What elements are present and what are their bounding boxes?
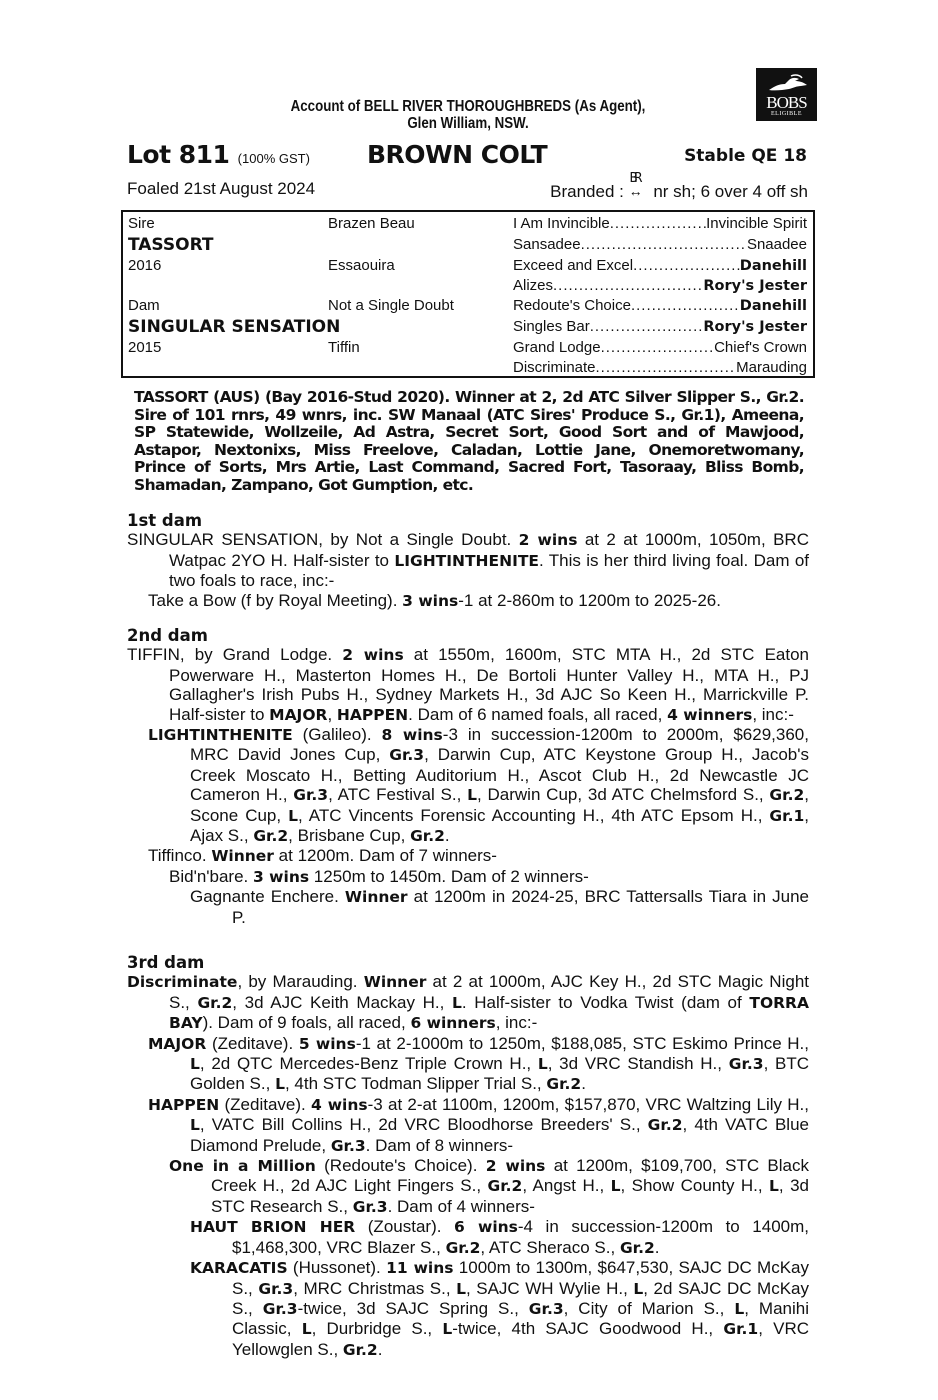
bold-text: L xyxy=(190,1116,200,1135)
pedigree-entry xyxy=(127,645,809,725)
bold-text: 11 wins xyxy=(386,1259,454,1278)
text: , SAJC WH Wylie H., xyxy=(465,1278,634,1298)
bold-text: L xyxy=(288,806,298,825)
sire-name: TASSORT xyxy=(128,235,214,255)
great-grandsire-name: Marauding xyxy=(736,359,807,376)
text: , MRC Christmas S., xyxy=(293,1278,457,1298)
text: (Zoustar). xyxy=(355,1217,454,1237)
leader-dots xyxy=(601,339,715,356)
bold-text: Gr.3 xyxy=(728,1055,764,1074)
bold-text: Gr.1 xyxy=(723,1320,759,1339)
text: , inc:- xyxy=(495,1013,538,1033)
great-grandsire-name: Rory's Jester xyxy=(703,278,807,294)
logo-bobs-text: BOBS xyxy=(766,93,807,112)
pedigree-entry xyxy=(127,1095,809,1156)
text: , Darwin Cup, 3d ATC Chelmsford S., xyxy=(476,785,770,805)
text: Take a Bow (f by Royal Meeting). xyxy=(148,590,403,610)
bold-text: Gr.3 xyxy=(389,746,425,765)
sire-dam: Essaouira xyxy=(328,257,395,274)
dam-name: SINGULAR SENSATION xyxy=(128,317,341,337)
gst-note: (100% GST) xyxy=(237,151,310,166)
bold-text: L xyxy=(537,1055,548,1074)
text: , 4th STC Todman Slipper Trial S., xyxy=(284,1074,547,1094)
bold-text: L xyxy=(734,1299,745,1318)
leader-dots xyxy=(581,236,747,253)
sire-summary: TASSORT (AUS) (Bay 2016-Stud 2020). Winner at 2, 2d ATC Silver Slipper S., Gr.2. Sire of 101 rnrs, 49 wnrs, inc. SW Manaal (ATC Sires' Produce S., Gr.1), Ameena, SP Statewide, Wollzeile, Ad Astra, Secret Sort, Good Sort and of Mawjood, Astapor, Nextonixs, Miss Freelove, Caladan, Lottie Jane, Onemoretwomany, Prince of Sorts, Mrs Artie, Last Command, Sacred Fort, Tasoraay, Bliss Bomb, Shamadan, Zampano, Got Gumption, etc. xyxy=(134,388,804,494)
text: . Dam of 6 named foals, all raced, xyxy=(408,704,668,724)
dam-sire: Not a Single Doubt xyxy=(328,297,454,314)
bold-text: Gr.1 xyxy=(769,806,805,825)
great-grandsire-name: Danehill xyxy=(739,258,807,274)
brand-arrow: ↔ xyxy=(628,183,643,199)
great-grandsire-name: Snaadee xyxy=(746,236,807,253)
text: , 4th VATC Blue Diamond Prelude, xyxy=(190,1115,809,1155)
bold-text: L xyxy=(610,1177,621,1196)
pedigree-entry xyxy=(127,1034,809,1095)
text: , VRC Yellowglen S., xyxy=(232,1319,809,1359)
text: 1250m to 1450m. Dam of 2 winners- xyxy=(309,866,589,886)
text: , ATC Vincents Forensic Accounting H., 4th ATC Epsom H., xyxy=(297,805,770,825)
text: , City of Marion S., xyxy=(563,1298,735,1318)
text: , 3d STC Research S., xyxy=(211,1176,809,1216)
text: , 3d VRC Standish H., xyxy=(547,1054,729,1074)
pedigree-entry xyxy=(127,867,809,887)
text: ). Dam of 9 foals, all raced, xyxy=(202,1013,411,1033)
text: , 3d AJC Keith Mackay H., xyxy=(232,992,452,1012)
pedigree-entry xyxy=(127,887,809,927)
bold-text: Gr.2 xyxy=(410,827,445,846)
text: -1 at 2-860m to 1200m to 2025-26. xyxy=(458,590,721,610)
leader-dots xyxy=(633,257,740,274)
bold-text: 4 wins xyxy=(311,1095,368,1114)
bold-text: Gr.3 xyxy=(352,1197,388,1216)
text: -3 in succession-1200m to 2000m, $629,360, MRC David Jones Cup, xyxy=(190,725,809,765)
bold-text: LIGHTINTHENITE xyxy=(394,551,540,570)
section-heading: 1st dam xyxy=(127,511,203,530)
account-line-1: Account of BELL RIVER THOROUGHBREDS (As Agent), xyxy=(290,98,646,115)
lot-number xyxy=(127,140,310,169)
text: (Redoute's Choice). xyxy=(315,1156,486,1176)
text: . Dam of 4 winners- xyxy=(387,1196,535,1216)
text: , Ajax S., xyxy=(190,805,809,846)
pedigree-entry xyxy=(127,1217,809,1258)
text: , by Marauding. xyxy=(237,972,364,992)
bold-text: 2 wins xyxy=(485,1157,546,1176)
text: (Zeditave). xyxy=(219,1094,312,1114)
bold-text: L xyxy=(442,1320,453,1339)
bold-text: TORRA BAY xyxy=(169,993,809,1033)
bold-text: Gr.2 xyxy=(342,1340,378,1359)
bold-text: 8 wins xyxy=(381,726,443,745)
text: -twice, 3d SAJC Spring S., xyxy=(297,1298,529,1318)
text: . Dam of 8 winners- xyxy=(365,1135,514,1155)
grandparent-row xyxy=(513,277,807,294)
grandparent-name: Sansadee xyxy=(513,236,581,253)
bold-text: L xyxy=(769,1177,779,1196)
great-grandsire-name: Invincible Spirit xyxy=(706,215,807,232)
great-grandsire-name: Danehill xyxy=(739,298,807,314)
bold-text: 3 wins xyxy=(402,591,459,610)
bold-text: Gr.2 xyxy=(487,1177,523,1196)
horse-head-icon xyxy=(765,74,809,94)
text: , ATC Sheraco S., xyxy=(480,1237,620,1257)
bold-text: HAPPEN xyxy=(336,705,409,724)
grandparent-name: Discriminate xyxy=(513,359,596,376)
text: , BTC Golden S., xyxy=(190,1054,809,1094)
text: , inc:- xyxy=(752,704,794,724)
grandparent-row xyxy=(513,339,807,356)
bold-text: One in a Million xyxy=(169,1157,316,1176)
text: , Manihi Classic, xyxy=(232,1298,809,1339)
dam-section xyxy=(127,953,809,1360)
text: . xyxy=(654,1237,660,1257)
bold-text: Winner xyxy=(211,847,274,866)
bold-text: 4 winners xyxy=(667,705,753,724)
grandparent-name: Redoute's Choice xyxy=(513,297,631,314)
foaled-date: Foaled 21st August 2024 xyxy=(127,179,316,198)
brand-mark-icon xyxy=(628,171,649,199)
text: 1000m to 1300m, $647,530, SAJC DC McKay S., xyxy=(232,1258,810,1298)
section-heading: 3rd dam xyxy=(127,953,205,972)
text: SINGULAR SENSATION, by Not a Single Doubt. xyxy=(127,530,519,550)
text: , Durbridge S., xyxy=(311,1319,443,1339)
stable-location: Stable QE 18 xyxy=(684,146,807,166)
bold-text: 5 wins xyxy=(298,1034,356,1053)
leader-dots xyxy=(596,359,737,376)
text: at 1550m, 1600m, STC MTA H., 2d STC Eaton Powerware H., Masterton Homes H., De Bortoli Hunter Valley H., MTA H., PJ Gallagher's Irish Pubs H., Sydney Markets H., 3d AJC So Keen H., Marrickville P. Half-sister to xyxy=(169,645,809,724)
text: , ATC Festival S., xyxy=(328,785,468,805)
pedigree-entry xyxy=(127,1156,809,1217)
text: . xyxy=(377,1339,383,1359)
pedigree-entry xyxy=(127,530,809,590)
sire-year: 2016 xyxy=(128,257,162,274)
text: Gagnante Enchere. xyxy=(190,887,345,907)
text: at 1200m, $109,700, STC Black Creek H., 2d AJC Light Fingers S., xyxy=(211,1156,809,1196)
dam-dam: Tiffin xyxy=(328,339,360,356)
bobs-eligible-logo xyxy=(756,68,817,121)
brand-letters: BR xyxy=(629,171,640,186)
text: (Zeditave). xyxy=(206,1033,299,1053)
text: -3 at 2-at 1100m, 1200m, $157,870, VRC Waltzing Lily H., xyxy=(367,1094,809,1114)
bold-text: 6 wins xyxy=(454,1218,518,1237)
pedigree-entry xyxy=(127,846,809,866)
text: , Brisbane Cup, xyxy=(288,826,411,846)
bold-text: Gr.2 xyxy=(769,786,805,805)
text: . xyxy=(581,1074,586,1094)
branded-label: Branded : xyxy=(550,182,624,201)
text: -twice, 4th SAJC Goodwood H., xyxy=(452,1319,724,1339)
text: Bid'n'bare. xyxy=(169,866,253,886)
text: . xyxy=(444,826,450,846)
text: Tiffinco. xyxy=(148,846,212,866)
grandparent-row xyxy=(513,318,807,335)
text: TIFFIN, by Grand Lodge. xyxy=(127,645,343,665)
bold-text: Winner xyxy=(363,973,427,992)
section-heading: 2nd dam xyxy=(127,626,208,645)
grandparent-row xyxy=(513,215,807,232)
text: (Hussonet). xyxy=(287,1258,387,1278)
dam-year: 2015 xyxy=(128,339,162,356)
great-grandsire-name: Rory's Jester xyxy=(703,319,807,335)
text: , Show County H., xyxy=(620,1176,770,1196)
dam-section xyxy=(127,626,809,927)
bold-text: L xyxy=(633,1279,644,1298)
bold-text: 2 wins xyxy=(342,646,404,665)
bold-text: Gr.2 xyxy=(546,1075,582,1094)
dam-section xyxy=(127,511,809,611)
vendor-account xyxy=(175,98,762,132)
bold-text: Gr.2 xyxy=(253,827,289,846)
grandparent-name: Alizes xyxy=(513,277,554,294)
bold-text: Winner xyxy=(344,888,408,907)
grandparent-row xyxy=(513,359,807,376)
bold-text: L xyxy=(190,1055,200,1074)
text: -4 in succession-1200m to 1400m, $1,468,300, VRC Blazer S., xyxy=(232,1217,810,1257)
bold-text: L xyxy=(456,1279,466,1298)
lot-row xyxy=(127,140,809,172)
pedigree-entry xyxy=(127,591,809,611)
grandparent-row xyxy=(513,297,807,314)
leader-dots xyxy=(631,297,740,314)
text: at 2 at 1000m, 1050m, BRC Watpac 2YO H. Half-sister to xyxy=(169,530,809,570)
leader-dots xyxy=(610,215,706,232)
text: , 2d QTC Mercedes-Benz Triple Crown H., xyxy=(199,1054,538,1074)
text: . This is her third living foal. Dam of two foals to race, inc:- xyxy=(169,550,809,591)
bold-text: Gr.2 xyxy=(445,1238,481,1257)
bold-text: Gr.2 xyxy=(647,1116,683,1135)
bold-text: Gr.3 xyxy=(293,786,329,805)
great-grandsire-name: Chief's Crown xyxy=(714,339,807,356)
bold-text: 2 wins xyxy=(518,531,578,550)
bold-text: MAJOR xyxy=(148,1034,207,1053)
text: -1 at 2-1000m to 1250m, $188,085, STC Eskimo Prince H., xyxy=(355,1033,810,1053)
bold-text: Gr.3 xyxy=(330,1136,366,1155)
lot-label: Lot 811 xyxy=(127,140,230,169)
bold-text: Gr.2 xyxy=(197,993,233,1012)
dam-label: Dam xyxy=(128,297,160,314)
grandparent-row xyxy=(513,236,807,253)
bold-text: 6 winners xyxy=(410,1014,496,1033)
horse-description: BROWN COLT xyxy=(367,140,548,169)
bold-text: Gr.2 xyxy=(619,1238,655,1257)
leader-dots xyxy=(553,277,703,294)
bold-text: L xyxy=(301,1320,312,1339)
bold-text: HAPPEN xyxy=(148,1095,220,1114)
sire-sire: Brazen Beau xyxy=(328,215,415,232)
text: at 1200m. Dam of 7 winners- xyxy=(273,846,497,866)
grandparent-name: Singles Bar xyxy=(513,318,590,335)
pedigree-entry xyxy=(127,1258,809,1360)
text: , Angst H., xyxy=(522,1176,611,1196)
grandparent-name: Exceed and Excel xyxy=(513,257,634,274)
pedigree-table xyxy=(121,210,815,378)
pedigree-entry xyxy=(127,725,809,846)
text: , VATC Bill Collins H., 2d VRC Bloodhorse Breeders' S., xyxy=(199,1115,648,1135)
bold-text: Gr.3 xyxy=(258,1279,294,1298)
grandparent-row xyxy=(513,257,807,274)
branded-text: nr sh; 6 over 4 off sh xyxy=(653,182,808,201)
leader-dots xyxy=(590,318,704,335)
bold-text: 3 wins xyxy=(253,867,310,886)
text: , Darwin Cup, ATC Keystone Group H., Jacob's Creek Moscato H., Betting Auditorium H., Ascot Club H., 2d Newcastle JC Cameron H., xyxy=(190,745,810,805)
bold-text: Gr.3 xyxy=(262,1299,298,1318)
pedigree-entry xyxy=(127,972,809,1033)
grandparent-name: Grand Lodge xyxy=(513,339,601,356)
bold-text: L xyxy=(275,1075,285,1094)
account-line-2: Glen William, NSW. xyxy=(407,115,529,132)
bold-text: LIGHTINTHENITE xyxy=(148,726,293,745)
text: at 1200m in 2024-25, BRC Tattersalls Tiara in June P. xyxy=(232,887,809,927)
text: , 2d SAJC DC McKay S., xyxy=(232,1278,810,1318)
sire-label: Sire xyxy=(128,215,155,232)
text: . Half-sister to Vodka Twist (dam of xyxy=(461,992,750,1012)
bold-text: HAUT BRION HER xyxy=(190,1218,356,1237)
bold-text: L xyxy=(451,993,462,1012)
grandparent-name: I Am Invincible xyxy=(513,215,610,232)
logo-eligible-text: ELIGIBLE xyxy=(771,111,802,117)
text: at 2 at 1000m, AJC Key H., 2d STC Magic Night S., xyxy=(169,972,809,1012)
text: , xyxy=(327,704,337,724)
bold-text: Gr.3 xyxy=(528,1299,564,1318)
bold-text: Discriminate xyxy=(127,973,238,992)
bold-text: KARACATIS xyxy=(190,1259,288,1278)
text: , Scone Cup, xyxy=(190,785,809,825)
bold-text: MAJOR xyxy=(269,705,328,724)
bold-text: L xyxy=(467,786,477,805)
text: (Galileo). xyxy=(292,725,382,745)
branding-info xyxy=(550,171,808,202)
